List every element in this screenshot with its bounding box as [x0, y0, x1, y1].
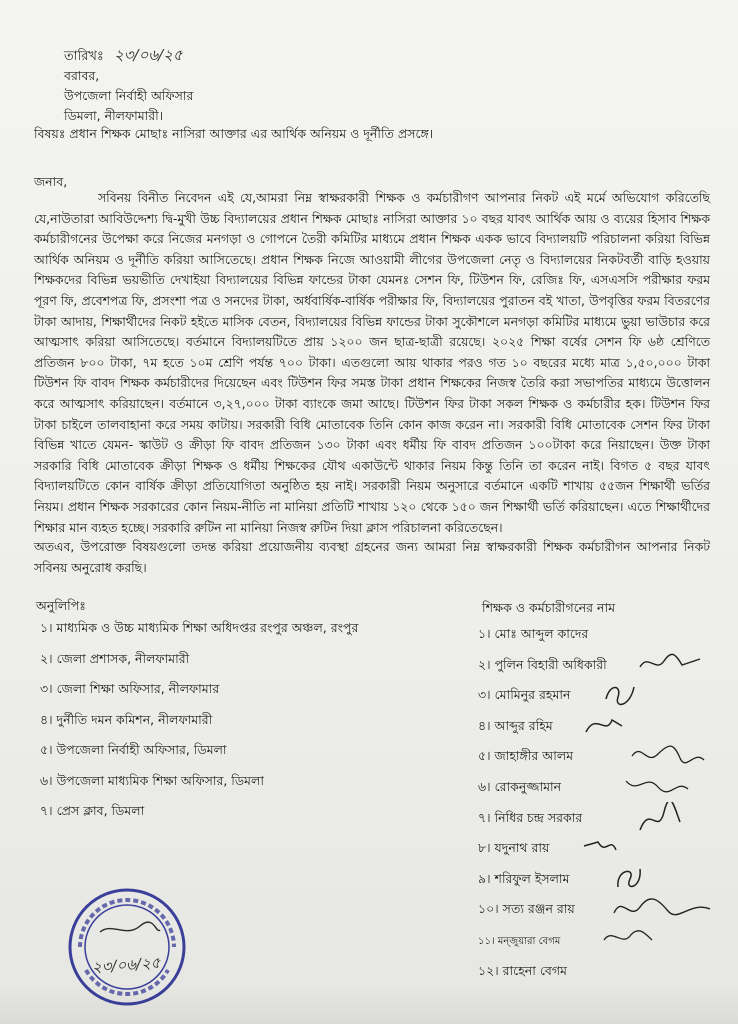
- copy-to-item: ৬। উপজেলা মাধ্যমিক শিক্ষা অফিসার, ডিমলা: [40, 772, 264, 788]
- office-seal-stamp: [66, 886, 188, 1008]
- copy-to-title: অনুলিপিঃ: [36, 598, 86, 613]
- copy-to-item: ৪। দুর্নীতি দমন কমিশন, নীলফামারী: [40, 711, 213, 727]
- staff-name: ১০। সত্য রঞ্জন রায়: [478, 901, 575, 917]
- staff-list-title: শিক্ষক ও কর্মচারীগনের নাম: [482, 600, 616, 615]
- signature-mark: [634, 802, 684, 838]
- address-line: বরাবর,: [64, 68, 100, 83]
- staff-entry: [478, 624, 607, 655]
- signature-mark: [612, 863, 646, 893]
- staff-name: ২। পুলিন বিহারী অধিকারী: [478, 656, 607, 672]
- copy-to-list: [40, 618, 358, 832]
- letter-body: সবিনয় বিনীত নিবেদন এই যে,আমরা নিম্ন স্বাক্ষরকারী শিক্ষক ও কর্মচারীগণ আপনার নিকট এই মর্মে অভিযোগ করিতেছি যে,নাউতারা আবিউদ্দেশ্য দ্বি-মুখী উচ্চ বিদ্যালয়ের প্রধান শিক্ষক মোছাঃ নাসিরা আক্তার ১০ বছর যাবৎ আর্থিক আয় ও ব্যয়ের হিসাব শিক্ষক কর্মচারীগনের উপেক্ষা করে নিজের মনগড়া ও গোপনে তৈরী কমিটির মাধ্যমে প্রধান শিক্ষক একক ভাবে বিদ্যালয়টি পরিচালনা করিয়া বিভিন্ন আর্থিক অনিয়ম ও দূর্নীতি করিয়া আসিতেছে। প্রধান শিক্ষক নিজে আওয়ামী লীগের উপজেলা নেতৃ ও বিদ্যালয়ের নিকটবর্তী বাড়ি হওয়ায় শিক্ষকদের বিভিন্ন ভয়ভীতি দেখাইয়া বিদ্যালয়ের বিভিন্ন ফান্ডের টাকা যেমনঃ সেশন ফি, টিউশন ফি, রেজিঃ ফি, এসএসসি পরীক্ষার ফরম পূরণ ফি, প্রবেশপত্র ফি, প্রসংশা পত্র ও সনদের টাকা, অর্ধবার্ষিক-বার্ষিক পরীক্ষার ফি, বিদ্যালয়ের পুরাতন বই খাতা, উপবৃত্তির ফরম বিতরণের টাকা আদায়, শিক্ষার্থীদের নিকট হইতে মাসিক বেতন, বিদ্যালয়ের বিভিন্ন ফান্ডের টাকা সুকৌশলে মনগড়া কমিটির মাধ্যমে ভুয়া ভাউচার করে আত্মসাৎ করিয়া আসিতেছে। বর্তমানে বিদ্যালয়টিতে প্রায় ১২০০ জন ছাত্র-ছাত্রী রয়েছে। ২০২৫ শিক্ষা বর্ষের সেশন ফি ৬ষ্ঠ শ্রেণিতে প্রতিজন ৮০০ টাকা, ৭ম হতে ১০ম শ্রেণি পর্যন্ত ৭০০ টাকা। এতগুলো আয় থাকার পরও গত ১০ বছরের মধ্যে মাত্র ১,৫০,০০০ টাকা টিউশন ফি বাবদ শিক্ষক কর্মচারীদের দিয়েছেন এবং টিউশন ফির সমস্ত টাকা প্রধান শিক্ষকের নিজস্ব তৈরি করা সভাপতির মাধ্যমে উত্তোলন করে আত্মসাৎ করিয়াছেন। বর্তমানে ৩,২৭,০০০ টাকা ব্যাংকে জমা আছে। টিউশন ফির টাকা সকল শিক্ষক ও কর্মচারীর হক। টিউশন ফির টাকা চাইলে তালবাহানা করে সময় কাটায়। সরকারী বিধি মোতাবেক তিনি কোন কাজ করেন না। সরকারী বিধি মোতাবেক সেশন ফির টাকা বিভিন্ন খাতে যেমন- স্কাউট ও ক্রীড়া ফি বাবদ প্রতিজন ১৩০ টাকা এবং ধর্মীয় ফি বাবদ প্রতিজন ১০০টাকা করে নিয়াছেন। উক্ত টাকা সরকারি বিধি মোতাবেক ক্রীড়া শিক্ষক ও ধর্মীয় শিক্ষকের যৌথ একাউন্টে থাকার নিয়ম কিন্তু তিনি তা করেন নাই। বিগত ৫ বছর যাবৎ বিদ্যালয়টিতে কোন বার্ষিক ক্রীড়া প্রতিযোগিতা অনুষ্ঠিত হয় নাই। সরকারী নিয়ম অনুসারে বর্তমানে একটি শাখায় ৫৫জন শিক্ষার্থী ভর্তির নিয়ম। প্রধান শিক্ষক সরকারের কোন নিয়ম-নীতি না মানিয়া প্রতিটি শাখায় ১২০ থেকে ১৫০ জন শিক্ষার্থী ভর্তি করিয়াছেন। এতে শিক্ষার্থীদের শিক্ষার মান ব্যহত হচ্ছে। সরকারি রুটিন না মানিয়া নিজস্ব রুটিন দিয়া ক্লাস পরিচালনা করিতেছেন।: [34, 190, 710, 535]
- copy-to-item: ২। জেলা প্রশাসক, নীলফামারী: [40, 650, 190, 666]
- staff-name: ১। মোঃ আব্দুল কাদের: [478, 626, 589, 641]
- address-line: ডিমলা, নীলফামারী।: [64, 108, 164, 123]
- copy-to-item: ৫। উপজেলা নির্বাহী অফিসার, ডিমলা: [40, 742, 227, 757]
- recipient-address: [64, 66, 193, 126]
- staff-name: ৪। আব্দুর রহিম: [478, 717, 553, 733]
- staff-entry: [478, 777, 607, 808]
- staff-name: ৬। রোকনুজ্জামান: [478, 778, 562, 794]
- staff-name: ৫। জাহাঙ্গীর আলম: [478, 748, 574, 764]
- staff-entry: [478, 655, 607, 686]
- signature-mark: [580, 832, 620, 862]
- staff-list: [478, 624, 607, 991]
- staff-entry: [478, 746, 607, 777]
- staff-entry: [478, 961, 607, 992]
- staff-name: ৯। শরিফুল ইসলাম: [478, 870, 570, 886]
- stamp-handwritten-date: ২৩/০৬/২৫: [91, 953, 162, 977]
- staff-entry: [478, 930, 607, 961]
- staff-name: ১১। মন্জুয়ারা বেগম: [478, 935, 561, 947]
- signature-mark: [622, 771, 692, 801]
- date-label: তারিখঃ: [64, 49, 104, 64]
- staff-entry: [478, 869, 607, 900]
- staff-entry: [478, 838, 607, 869]
- date-value: ২৩/০৬/২৫: [114, 46, 183, 64]
- signature-mark: [600, 679, 640, 709]
- copy-to-item: ৩। জেলা শিক্ষা অফিসার, নীলফামার: [40, 681, 220, 696]
- letter-closing: অতএব, উপরোক্ত বিষয়গুলো তদন্ত করিয়া প্রয়োজনীয় ব্যবস্থা গ্রহনের জন্য আমরা নিম্ন স্বাক্ষরকারী শিক্ষক কর্মচারীগন আপনার নিকট সবিনয় অনুরোধ করছি।: [34, 539, 710, 575]
- signature-mark: [636, 649, 706, 677]
- staff-name: ১২। রাহেনা বেগম: [478, 962, 567, 978]
- signature-mark: [600, 924, 656, 952]
- signature-mark: [628, 740, 708, 770]
- copy-to-item: ৭। প্রেস ক্লাব, ডিমলা: [40, 803, 145, 818]
- staff-entry: [478, 899, 607, 930]
- signature-mark: [582, 710, 626, 740]
- staff-entry: [478, 716, 607, 747]
- salutation: জনাব,: [34, 174, 68, 189]
- subject-line: বিষয়ঃ প্রধান শিক্ষক মোছাঃ নাসিরা আক্তার এর আর্থিক অনিয়ম ও দূর্নীতি প্রসঙ্গে।: [34, 126, 434, 141]
- address-line: উপজেলা নির্বাহী অফিসার: [64, 88, 194, 103]
- copy-to-item: ১। মাধ্যমিক ও উচ্চ মাধ্যমিক শিক্ষা অধিদপ্তর রংপুর অঞ্চল, রংপুর: [40, 620, 359, 635]
- staff-name: ৮। যদুনাথ রায়: [478, 840, 550, 856]
- staff-name: ৭। নিধির চন্দ্র সরকার: [478, 809, 583, 825]
- staff-name: ৩। মোমিনুর রহমান: [478, 687, 571, 703]
- signature-mark: [610, 893, 714, 925]
